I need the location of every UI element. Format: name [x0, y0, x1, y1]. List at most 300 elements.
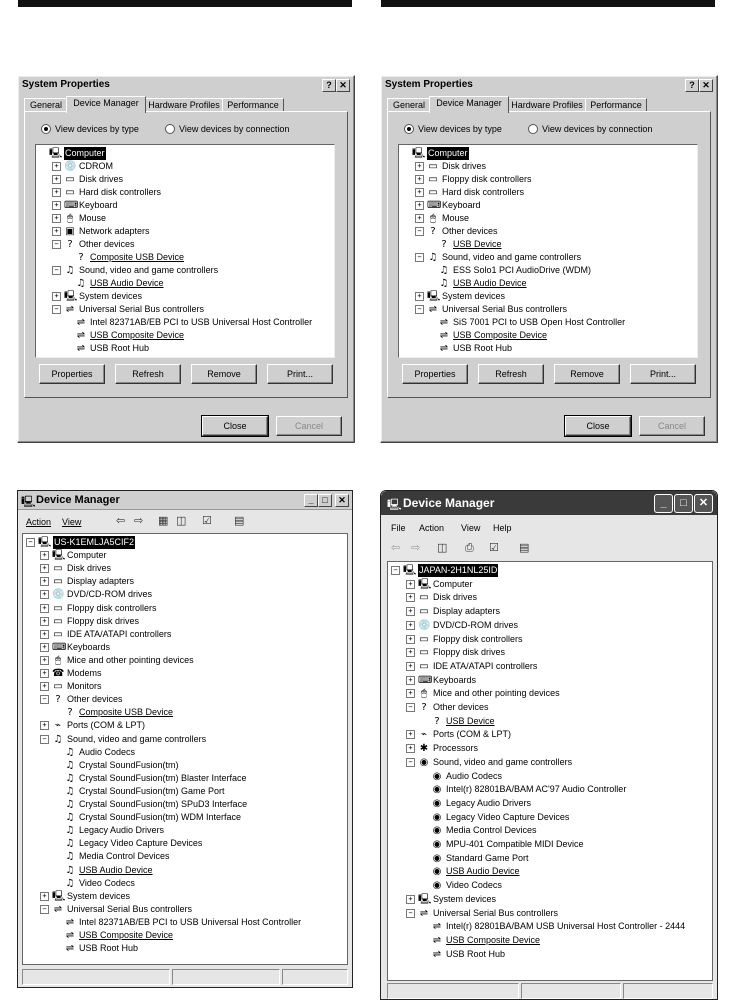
close-button[interactable]: ✕	[694, 494, 713, 513]
device-icon: ⇌	[439, 317, 449, 328]
tab-performance[interactable]: Performance	[222, 98, 284, 112]
expand-icon[interactable]: +	[52, 214, 61, 223]
tree-category[interactable]	[52, 186, 161, 199]
title-bar	[383, 78, 715, 92]
expand-icon[interactable]: +	[52, 201, 61, 210]
tree-device[interactable]	[421, 852, 529, 865]
tree-category[interactable]	[406, 633, 523, 646]
tree-device[interactable]	[65, 316, 312, 329]
tree-category[interactable]	[52, 264, 218, 277]
tree-spacer	[428, 332, 435, 339]
tree-device[interactable]	[65, 329, 184, 342]
help-button[interactable]: ?	[322, 79, 336, 92]
expand-icon[interactable]: +	[406, 580, 415, 589]
tree-item-label: Intel(r) 82801BA/BAM USB Universal Host Controller - 2444	[446, 921, 686, 932]
menu-action[interactable]: Action	[419, 523, 445, 533]
tree-root[interactable]	[402, 147, 469, 160]
tree-category[interactable]	[406, 756, 572, 769]
tree-item-label: Computer	[433, 578, 473, 589]
expand-icon[interactable]: +	[406, 648, 415, 657]
tree-device[interactable]	[421, 811, 569, 824]
close-button[interactable]: ✕	[699, 79, 713, 92]
device-manager-2000-window	[17, 490, 353, 988]
tree-root[interactable]	[391, 564, 498, 577]
tree-category[interactable]	[52, 225, 150, 238]
tree-device[interactable]	[54, 942, 138, 955]
tree-device[interactable]	[54, 785, 225, 798]
device-icon: ◉	[419, 756, 429, 768]
device-icon: ♫	[76, 278, 86, 289]
tree-device[interactable]	[54, 798, 247, 811]
collapse-icon[interactable]: −	[415, 227, 424, 236]
device-icon: ⇌	[419, 907, 429, 919]
tree-spacer	[421, 718, 428, 725]
tree-device[interactable]	[421, 920, 685, 933]
tab-hardware-profiles[interactable]: Hardware Profiles	[144, 98, 224, 112]
tree-device[interactable]	[421, 824, 537, 837]
tab-device-manager[interactable]: Device Manager	[66, 96, 146, 113]
tree-item-label: Computer	[67, 550, 107, 561]
tree-item-label: Crystal SoundFusion(tm) Game Port	[79, 785, 225, 796]
menu-action[interactable]: Action	[26, 517, 52, 527]
tree-device[interactable]	[421, 715, 495, 728]
scan-hardware-icon[interactable]: ▤	[519, 541, 530, 554]
tree-spacer	[421, 786, 428, 793]
tree-category[interactable]	[415, 212, 469, 225]
minimize-button[interactable]: _	[304, 494, 318, 507]
tab-general[interactable]: General	[24, 98, 68, 112]
tree-device[interactable]	[428, 329, 547, 342]
radio-selected-icon	[404, 124, 414, 134]
device-icon: ▭	[419, 592, 429, 604]
forward-arrow-icon[interactable]: ⇨	[134, 514, 144, 527]
tree-device[interactable]	[54, 877, 135, 890]
collapse-icon[interactable]: −	[40, 735, 49, 744]
device-icon: ▭	[428, 187, 438, 198]
tree-device[interactable]	[54, 759, 179, 772]
expand-icon[interactable]: +	[40, 630, 49, 639]
device-icon: 🖳	[427, 291, 441, 302]
device-icon: ⇌	[432, 921, 442, 933]
expand-icon[interactable]: +	[415, 292, 424, 301]
tree-device[interactable]	[421, 879, 502, 892]
tree-device[interactable]	[428, 238, 502, 251]
tree-spacer	[54, 880, 61, 887]
tree-spacer	[421, 937, 428, 944]
tree-device[interactable]	[421, 865, 520, 878]
device-icon: ♫	[65, 812, 75, 824]
cancel-button[interactable]: Cancel	[639, 416, 705, 436]
expand-icon[interactable]: +	[415, 201, 424, 210]
properties-button[interactable]: Properties	[39, 364, 105, 384]
radio-view-by-connection[interactable]	[528, 124, 652, 134]
tree-category[interactable]	[52, 173, 123, 186]
tree-item-label: ESS Solo1 PCI AudioDrive (WDM)	[453, 265, 592, 275]
tree-item-label: USB Audio Device	[79, 864, 153, 875]
tree-item-label: USB Root Hub	[79, 943, 139, 954]
system-properties-window-1	[17, 75, 355, 443]
maximize-button[interactable]: □	[674, 494, 693, 513]
tree-category[interactable]	[52, 199, 118, 212]
tree-category[interactable]	[52, 303, 204, 316]
refresh-button[interactable]: Refresh	[115, 364, 181, 384]
tree-category[interactable]	[406, 578, 473, 591]
properties-icon[interactable]: ☑	[202, 514, 212, 527]
device-icon: ▭	[428, 174, 438, 185]
remove-button[interactable]: Remove	[554, 364, 620, 384]
properties-icon[interactable]: ☑	[489, 541, 499, 554]
tree-category[interactable]	[406, 742, 478, 755]
tree-device[interactable]	[65, 277, 164, 290]
expand-icon[interactable]: +	[415, 175, 424, 184]
device-icon: 🖳	[52, 550, 66, 562]
expand-icon[interactable]: +	[406, 593, 415, 602]
device-icon: 💿	[418, 619, 431, 631]
tree-device[interactable]	[65, 342, 149, 355]
tree-item-label: Universal Serial Bus controllers	[79, 304, 205, 314]
tree-device[interactable]	[428, 277, 527, 290]
radio-unselected-icon	[165, 124, 175, 134]
menu-file[interactable]: File	[391, 523, 406, 533]
expand-icon[interactable]: +	[40, 656, 49, 665]
tree-category[interactable]	[52, 160, 113, 173]
tree-item-label: IDE ATA/ATAPI controllers	[67, 628, 172, 639]
device-tree[interactable]	[35, 144, 335, 358]
expand-icon[interactable]: +	[40, 669, 49, 678]
tree-item-label: DVD/CD-ROM drives	[67, 589, 153, 600]
device-icon: ▭	[419, 660, 429, 672]
tree-device[interactable]	[65, 251, 184, 264]
menu-view[interactable]: View	[461, 523, 481, 533]
tree-category[interactable]	[52, 290, 142, 303]
tree-spacer	[428, 319, 435, 326]
tree-device[interactable]	[421, 948, 505, 961]
tree-category[interactable]	[406, 701, 489, 714]
expand-icon[interactable]: +	[40, 551, 49, 560]
tree-item-label: Crystal SoundFusion(tm) WDM Interface	[79, 812, 242, 823]
tree-category[interactable]	[40, 602, 157, 615]
tree-spacer	[65, 345, 72, 352]
expand-icon[interactable]: +	[52, 227, 61, 236]
tree-device[interactable]	[54, 916, 301, 929]
tree-device[interactable]	[54, 824, 164, 837]
remove-button[interactable]: Remove	[191, 364, 257, 384]
radio-selected-icon	[41, 124, 51, 134]
tree-device[interactable]	[54, 772, 247, 785]
tab-hardware-profiles[interactable]: Hardware Profiles	[507, 98, 587, 112]
tree-device[interactable]	[54, 864, 153, 877]
collapse-icon[interactable]: −	[52, 240, 61, 249]
tree-category[interactable]	[40, 693, 123, 706]
tree-category[interactable]	[415, 225, 498, 238]
device-icon: ⌨	[427, 200, 442, 211]
device-icon: 🖳	[52, 890, 66, 902]
tree-spacer	[402, 150, 409, 157]
expand-icon[interactable]: +	[52, 188, 61, 197]
tree-category[interactable]	[406, 687, 560, 700]
tree-category[interactable]	[415, 199, 481, 212]
expand-icon[interactable]: +	[406, 730, 415, 739]
tree-category[interactable]	[40, 549, 107, 562]
tree-category[interactable]	[40, 733, 206, 746]
maximize-button[interactable]: □	[318, 494, 332, 507]
tree-device[interactable]	[421, 797, 531, 810]
tab-device-manager[interactable]: Device Manager	[429, 96, 509, 113]
device-icon: ?	[55, 694, 61, 706]
device-icon: ⇌	[439, 330, 449, 341]
tab-general[interactable]: General	[387, 98, 431, 112]
tree-category[interactable]	[52, 212, 106, 225]
device-icon: ♫	[439, 278, 449, 289]
tree-category[interactable]	[40, 588, 152, 601]
tree-category[interactable]	[406, 605, 500, 618]
tree-spacer	[421, 841, 428, 848]
device-icon: ▭	[53, 615, 63, 627]
device-icon: ▭	[53, 628, 63, 640]
tree-category[interactable]	[40, 562, 111, 575]
window-title: System Properties	[22, 79, 110, 90]
tree-item-label: Monitors	[67, 681, 102, 692]
tree-category[interactable]	[40, 641, 110, 654]
tree-category[interactable]	[40, 575, 134, 588]
tree-category[interactable]	[406, 591, 477, 604]
tree-category[interactable]	[40, 667, 102, 680]
device-icon: 💿	[64, 161, 77, 172]
expand-icon[interactable]: +	[40, 564, 49, 573]
device-icon: ♫	[65, 799, 75, 810]
collapse-icon[interactable]: −	[406, 703, 415, 712]
collapse-icon[interactable]: −	[52, 266, 61, 275]
collapse-icon[interactable]: −	[415, 253, 424, 262]
expand-icon[interactable]: +	[40, 721, 49, 730]
tree-category[interactable]	[406, 674, 476, 687]
print-icon[interactable]: ⎙	[465, 541, 474, 554]
tree-item-label: Crystal SoundFusion(tm) SPuD3 Interface	[79, 799, 248, 809]
device-icon: ♫	[65, 746, 75, 758]
device-icon: ◉	[432, 880, 442, 892]
device-icon: ▭	[53, 563, 63, 575]
expand-icon[interactable]: +	[406, 607, 415, 616]
expand-icon[interactable]: +	[406, 895, 415, 904]
tree-spacer	[428, 345, 435, 352]
collapse-icon[interactable]: −	[40, 905, 49, 914]
close-button[interactable]: ✕	[336, 79, 350, 92]
print-button[interactable]: Print...	[630, 364, 696, 384]
device-tree[interactable]	[22, 533, 348, 965]
tree-device[interactable]	[428, 342, 512, 355]
device-icon: ⇌	[76, 343, 86, 354]
tree-item-label: Floppy disk drives	[67, 615, 140, 626]
radio-unselected-icon	[528, 124, 538, 134]
collapse-icon[interactable]: −	[26, 538, 35, 547]
show-hide-tree-icon[interactable]: ◫	[437, 541, 448, 554]
tree-item-label: US-K1EMLJA5CIF2	[54, 537, 135, 547]
tree-category[interactable]	[40, 890, 130, 903]
tree-spacer	[54, 801, 61, 808]
tree-category[interactable]	[406, 646, 505, 659]
show-hide-tree-icon[interactable]: ◫	[176, 514, 187, 527]
up-folder-icon[interactable]: ▦	[158, 514, 169, 527]
tree-category[interactable]	[415, 186, 524, 199]
expand-icon[interactable]: +	[40, 682, 49, 691]
device-icon: ⇌	[65, 943, 75, 955]
radio-view-by-type[interactable]	[41, 124, 139, 134]
tab-performance[interactable]: Performance	[585, 98, 647, 112]
device-icon: ♫	[53, 733, 63, 745]
tree-category[interactable]	[415, 290, 505, 303]
menu-help[interactable]: Help	[493, 523, 512, 533]
expand-icon[interactable]: +	[415, 188, 424, 197]
tree-spacer	[54, 814, 61, 821]
close-dialog-button[interactable]: Close	[202, 416, 268, 436]
refresh-button[interactable]: Refresh	[478, 364, 544, 384]
tree-item-label: Other devices	[79, 239, 135, 249]
collapse-icon[interactable]: −	[52, 305, 61, 314]
tree-item-label: Intel 82371AB/EB PCI to USB Universal Host Controller	[79, 916, 302, 927]
tree-item-label: Keyboard	[442, 200, 481, 210]
expand-icon[interactable]: +	[406, 689, 415, 698]
tree-device[interactable]	[54, 706, 173, 719]
tree-device[interactable]	[54, 850, 170, 863]
tree-category[interactable]	[415, 160, 486, 173]
tree-root[interactable]	[39, 147, 106, 160]
tree-spacer	[54, 919, 61, 926]
tree-root[interactable]	[26, 536, 135, 549]
scan-hardware-icon[interactable]: ▤	[234, 514, 245, 527]
collapse-icon[interactable]: −	[406, 909, 415, 918]
tree-item-label: Sound, video and game controllers	[433, 756, 573, 767]
expand-icon[interactable]: +	[52, 292, 61, 301]
collapse-icon[interactable]: −	[391, 566, 400, 575]
back-arrow-icon[interactable]: ⇦	[116, 514, 126, 527]
close-button[interactable]: ✕	[335, 494, 349, 507]
device-icon: ♫	[439, 265, 449, 276]
tree-category[interactable]	[40, 615, 139, 628]
device-icon: ▭	[53, 602, 63, 614]
expand-icon[interactable]: +	[406, 621, 415, 630]
expand-icon[interactable]: +	[40, 577, 49, 586]
tree-device[interactable]	[54, 837, 202, 850]
device-icon: ◉	[432, 770, 442, 782]
tree-category[interactable]	[406, 907, 558, 920]
device-icon: 🖳	[38, 537, 52, 548]
tree-item-label: Mice and other pointing devices	[67, 654, 194, 665]
title-bar	[18, 491, 352, 510]
title-bar	[20, 78, 352, 92]
device-icon: ◉	[432, 825, 442, 837]
tree-item-label: Other devices	[67, 694, 123, 705]
expand-icon[interactable]: +	[406, 635, 415, 644]
tree-device[interactable]	[421, 770, 502, 783]
menu-view[interactable]: View	[62, 517, 82, 527]
expand-icon[interactable]: +	[40, 892, 49, 901]
device-icon: ⌁	[54, 720, 62, 732]
expand-icon[interactable]: +	[415, 214, 424, 223]
expand-icon[interactable]: +	[415, 162, 424, 171]
tree-item-label: Media Control Devices	[446, 825, 537, 836]
tree-category[interactable]	[40, 628, 171, 641]
radio-view-by-type[interactable]	[404, 124, 502, 134]
expand-icon[interactable]: +	[406, 744, 415, 753]
tree-device[interactable]	[421, 783, 626, 796]
tree-device[interactable]	[421, 838, 584, 851]
back-arrow-icon[interactable]: ⇦	[391, 541, 401, 554]
collapse-icon[interactable]: −	[406, 758, 415, 767]
properties-button[interactable]: Properties	[402, 364, 468, 384]
tree-category[interactable]	[406, 893, 496, 906]
header-rule-right	[381, 0, 715, 7]
print-button[interactable]: Print...	[267, 364, 333, 384]
device-icon: ☎	[52, 668, 65, 679]
minimize-button[interactable]: _	[654, 494, 673, 513]
help-button[interactable]: ?	[685, 79, 699, 92]
tree-device[interactable]	[54, 746, 135, 759]
expand-icon[interactable]: +	[406, 662, 415, 671]
device-tree[interactable]	[398, 144, 698, 358]
tree-device[interactable]	[54, 929, 173, 942]
device-tree[interactable]	[387, 561, 713, 981]
collapse-icon[interactable]: −	[415, 305, 424, 314]
device-icon: 🖳	[418, 578, 432, 590]
expand-icon[interactable]: +	[40, 617, 49, 626]
device-icon: ✱	[419, 743, 429, 755]
expand-icon[interactable]: +	[40, 590, 49, 599]
tree-spacer	[421, 827, 428, 834]
device-manager-xp-window	[380, 490, 718, 1000]
tree-item-label: SiS 7001 PCI to USB Open Host Controller	[453, 317, 626, 327]
tree-device[interactable]	[428, 264, 591, 277]
tree-category[interactable]	[415, 303, 567, 316]
expand-icon[interactable]: +	[406, 676, 415, 685]
expand-icon[interactable]: +	[40, 604, 49, 613]
tree-spacer	[54, 827, 61, 834]
cancel-button[interactable]: Cancel	[276, 416, 342, 436]
tree-category[interactable]	[415, 251, 581, 264]
tree-category[interactable]	[40, 680, 102, 693]
tree-category[interactable]	[406, 728, 511, 741]
collapse-icon[interactable]: −	[40, 695, 49, 704]
device-icon: ▭	[428, 161, 438, 172]
tree-spacer	[421, 800, 428, 807]
tree-category[interactable]	[40, 719, 145, 732]
tree-spacer	[421, 923, 428, 930]
tree-item-label: USB Audio Device	[446, 866, 520, 877]
status-bar-pane-1	[387, 983, 519, 999]
tree-category[interactable]	[406, 660, 537, 673]
tree-category[interactable]	[40, 654, 194, 667]
radio-view-by-connection[interactable]	[165, 124, 289, 134]
tree-spacer	[54, 775, 61, 782]
radio-label: View devices by type	[418, 124, 502, 134]
tree-device[interactable]	[54, 811, 241, 824]
tree-category[interactable]	[415, 173, 532, 186]
close-dialog-button[interactable]: Close	[565, 416, 631, 436]
tree-item-label: Legacy Audio Drivers	[79, 825, 165, 836]
forward-arrow-icon[interactable]: ⇨	[411, 541, 421, 554]
expand-icon[interactable]: +	[52, 162, 61, 171]
tree-device[interactable]	[428, 316, 625, 329]
tree-category[interactable]	[40, 903, 192, 916]
tree-item-label: Computer	[65, 148, 105, 158]
expand-icon[interactable]: +	[40, 643, 49, 652]
tree-item-label: Hard disk controllers	[442, 187, 525, 197]
tree-category[interactable]	[52, 238, 135, 251]
expand-icon[interactable]: +	[52, 175, 61, 184]
tree-category[interactable]	[406, 619, 518, 632]
device-icon: ♫	[65, 838, 75, 850]
tree-device[interactable]	[421, 934, 540, 947]
tree-item-label: Display adapters	[67, 576, 135, 587]
